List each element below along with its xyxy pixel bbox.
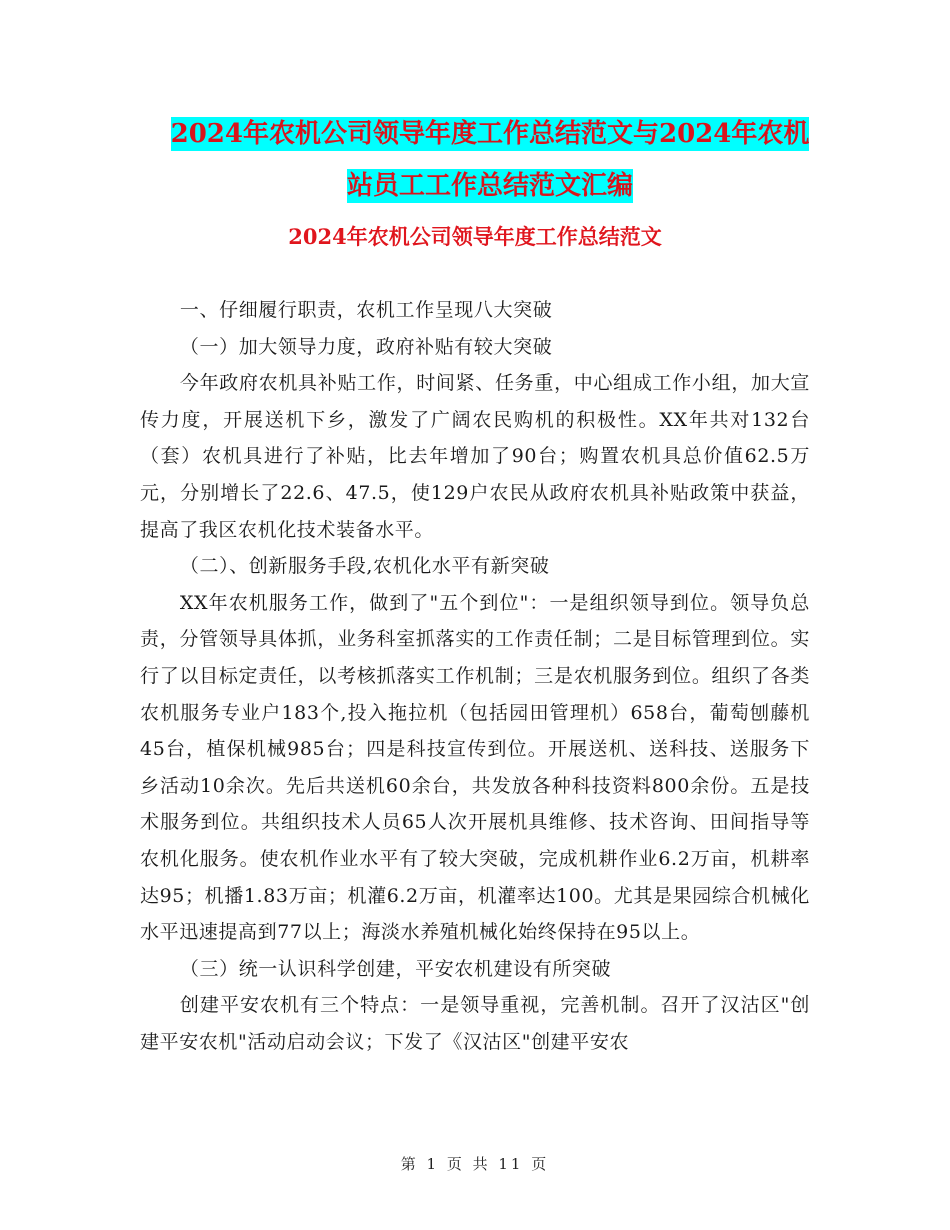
document-body — [140, 292, 810, 1060]
paragraph-subsidy: 今年政府农机具补贴工作，时间紧、任务重，中心组成工作小组，加大宣传力度，开展送机下乡，激发了广阔农民购机的积极性。XX年共对132台（套）农机具进行了补贴，比去年增加了90台；购置农机具总价值62.5万元，分别增长了22.6、47.5，使129户农民从政府农机具补贴政策中获益，提高了我区农机化技术装备水平。 — [140, 372, 810, 541]
paragraph-safety: 创建平安农机有三个特点：一是领导重视，完善机制。召开了汉沽区"创建平安农机"活动启动会议；下发了《汉沽区"创建平安农 — [140, 994, 810, 1053]
paragraph-heading-3: （二）、创新服务手段,农机化水平有新突破 — [179, 555, 550, 578]
page-footer: 第 1 页 共 11 页 — [400, 1155, 550, 1173]
title-line-2: 站员工工作总结范文汇编 — [346, 171, 633, 201]
paragraph-heading-4: （三）统一认识科学创建，平安农机建设有所突破 — [179, 957, 612, 980]
title-line-1: 2024年农机公司领导年度工作总结范文与2024年农机 — [170, 119, 810, 149]
paragraph-heading-2: （一）加大领导力度，政府补贴有较大突破 — [179, 335, 553, 358]
paragraph-heading-1: 一、仔细履行职责，农机工作呈现八大突破 — [179, 299, 553, 321]
paragraph-service: XX年农机服务工作，做到了"五个到位"：一是组织领导到位。领导负总责，分管领导具体抓，业务科室抓落实的工作责任制；二是目标管理到位。实行了以目标定责任，以考核抓落实工作机制；三是农机服务到位。组织了各类农机服务专业户183个,投入拖拉机（包括园田管理机）658台，葡萄刨藤机45台，植保机械985台；四是科技宣传到位。开展送机、送科技、送服务下乡活动10余次。先后共送机60余台，共发放各种科技资料800余份。五是技术服务到位。共组织技术人员65人次开展机具维修、技术咨询、田间指导等农机化服务。使农机作业水平有了较大突破，完成机耕作业6.2万亩，机耕率达95；机播1.83万亩；机灌6.2万亩，机灌率达100。尤其是果园综合机械化水平迅速提高到77以上；海淡水养殖机械化始终保持在95以上。 — [140, 591, 810, 944]
section-title: 2024年农机公司领导年度工作总结范文 — [288, 224, 662, 249]
document-title — [140, 108, 840, 212]
